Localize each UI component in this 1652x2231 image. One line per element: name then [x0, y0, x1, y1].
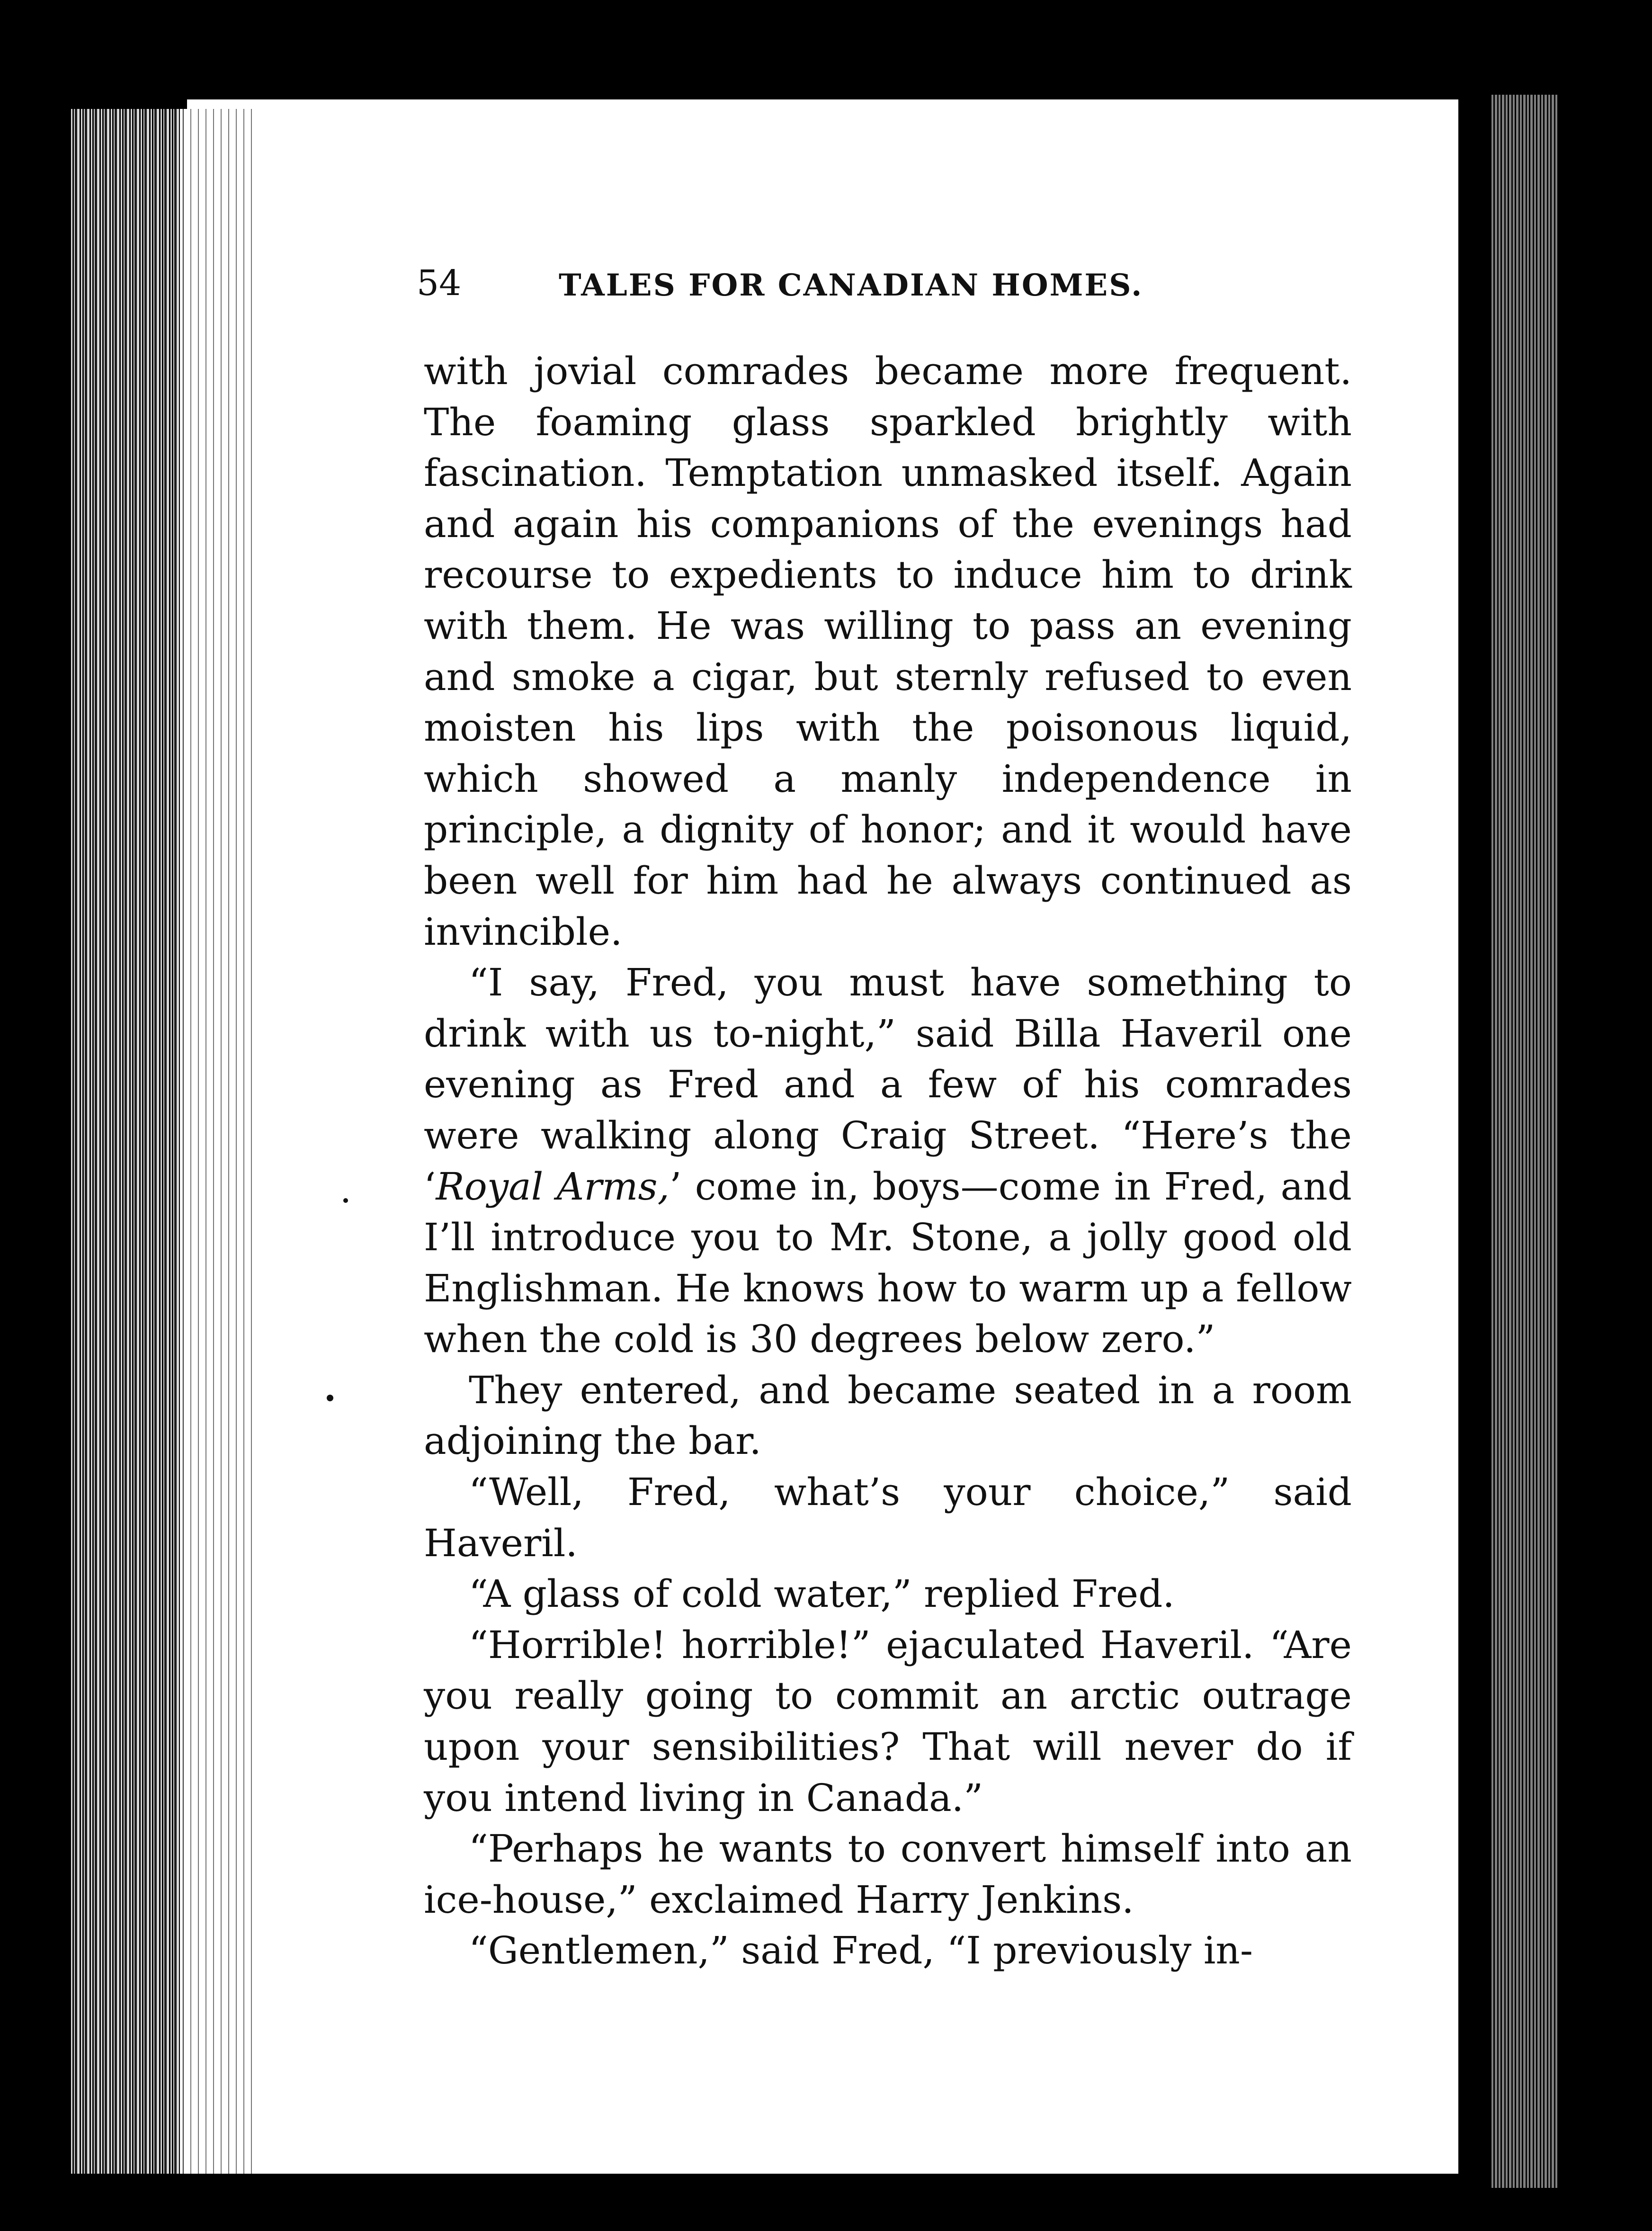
paragraph-text: “Horrible! horrible!” ejaculated Haveril. “Are you really going to commit an arctic outrage upon your sensibilities? That will never do if you intend living in Canada.” [424, 1622, 1352, 1820]
body-text [424, 346, 1352, 1976]
gutter-shadow [180, 109, 256, 2174]
paragraph-text: “A glass of cold water,” replied Fred. [469, 1572, 1175, 1616]
ink-speck [327, 1395, 333, 1401]
paragraph-text: They entered, and became seated in a room adjoining the bar. [424, 1368, 1352, 1463]
running-head-title: TALES FOR CANADIAN HOMES. [559, 268, 1143, 303]
paragraph-text: “Well, Fred, what’s your choice,” said Haveril. [424, 1470, 1352, 1565]
paragraph-text: “Perhaps he wants to convert himself into an ice-house,” exclaimed Harry Jenkins. [424, 1827, 1352, 1922]
paragraph [424, 1620, 1352, 1823]
page-edge-stack [1491, 95, 1558, 2188]
page-edge-shadow [1458, 85, 1487, 2183]
running-head [417, 263, 1184, 315]
paragraph [424, 1467, 1352, 1568]
paragraph-text: “I say, Fred, you must have something to drink with us to-night,” said Billa Haveril one evening as Fred and a few of his comrades were walking along Craig Street. “Here’s the ‘ [424, 960, 1352, 1209]
paragraph [424, 1568, 1352, 1620]
paragraph [424, 957, 1352, 1365]
paragraph-text: ’ come in, boys—come in Fred, and I’ll introduce you to Mr. Stone, a jolly good old Englishman. He knows how to warm up a fellow when the cold is 30 degrees below zero.” [424, 1164, 1352, 1362]
paragraph-text: “Gentlemen,” said Fred, “I previously in- [469, 1928, 1253, 1973]
paragraph [424, 1925, 1352, 1976]
ink-speck [343, 1198, 348, 1203]
italic-inn-name: Royal Arms, [436, 1164, 670, 1209]
paragraph [424, 1823, 1352, 1925]
paragraph-text: with jovial comrades became more frequent. The foaming glass sparkled brightly with fascination. Temptation unmasked itself. Again and again his companions of the evenings had recourse to expedients to induce him to drink with them. He was willing to pass an evening and smoke a cigar, but sternly refused to even moisten his lips with the poisonous liquid, which showed a manly independence in principle, a dignity of honor; and it would have been well for him had he always continued as invincible. [424, 349, 1352, 954]
page-number: 54 [417, 263, 462, 304]
paragraph [424, 1365, 1352, 1467]
paragraph [424, 346, 1352, 957]
